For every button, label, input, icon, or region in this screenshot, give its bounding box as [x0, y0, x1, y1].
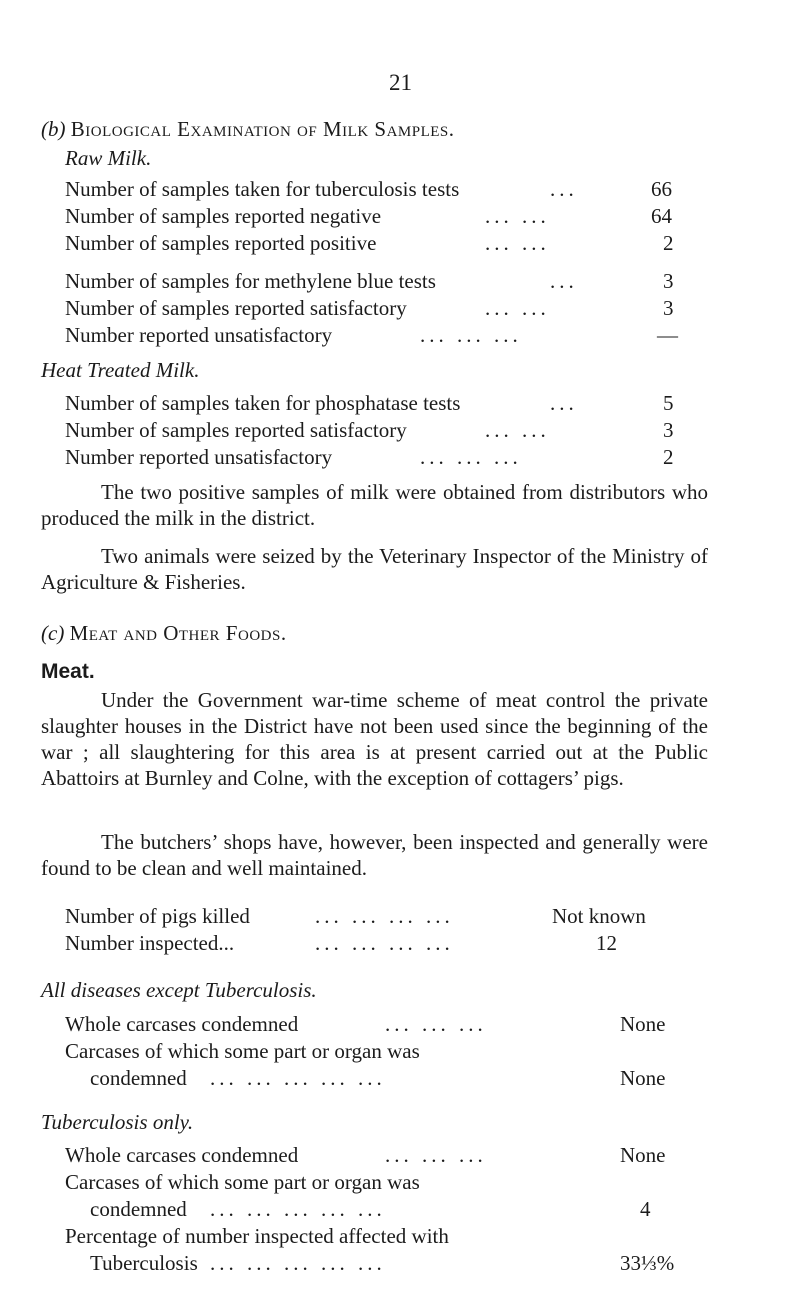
paragraph-positive-samples: The two positive samples of milk were obtained from distributors who produced the milk in the district.: [41, 480, 708, 530]
page-number: 21: [389, 70, 412, 95]
section-b-marker: (b): [41, 117, 66, 141]
paragraph-meat-control: Under the Government war-time scheme of meat control the private slaughter houses in the District have not been used since the beginning of the war ; all slaughtering for this area is at present carried out at the Public Abattoirs at Burnley and Colne, with the exception of cottagers’ pigs.: [41, 688, 708, 790]
paragraph-butchers-shops: The butchers’ shops have, however, been inspected and generally were found to be clean and well maintained.: [41, 830, 708, 880]
section-b-heading: [41, 116, 455, 142]
section-b-title: Biological Examination of Milk Samples.: [70, 117, 455, 141]
section-c-marker: (c): [41, 621, 65, 645]
heat-treated-heading: Heat Treated Milk.: [41, 358, 200, 382]
meat-heading: Meat.: [41, 660, 95, 683]
paragraph-animals-seized: Two animals were seized by the Veterinary Inspector of the Ministry of Agriculture & Fisheries.: [41, 544, 708, 594]
tuberculosis-only-heading: Tuberculosis only.: [41, 1110, 194, 1134]
raw-milk-heading: Raw Milk.: [65, 146, 152, 170]
all-diseases-heading: All diseases except Tuberculosis.: [41, 978, 317, 1002]
section-c-title: Meat and Other Foods.: [69, 621, 287, 645]
section-c-heading: [41, 620, 287, 646]
